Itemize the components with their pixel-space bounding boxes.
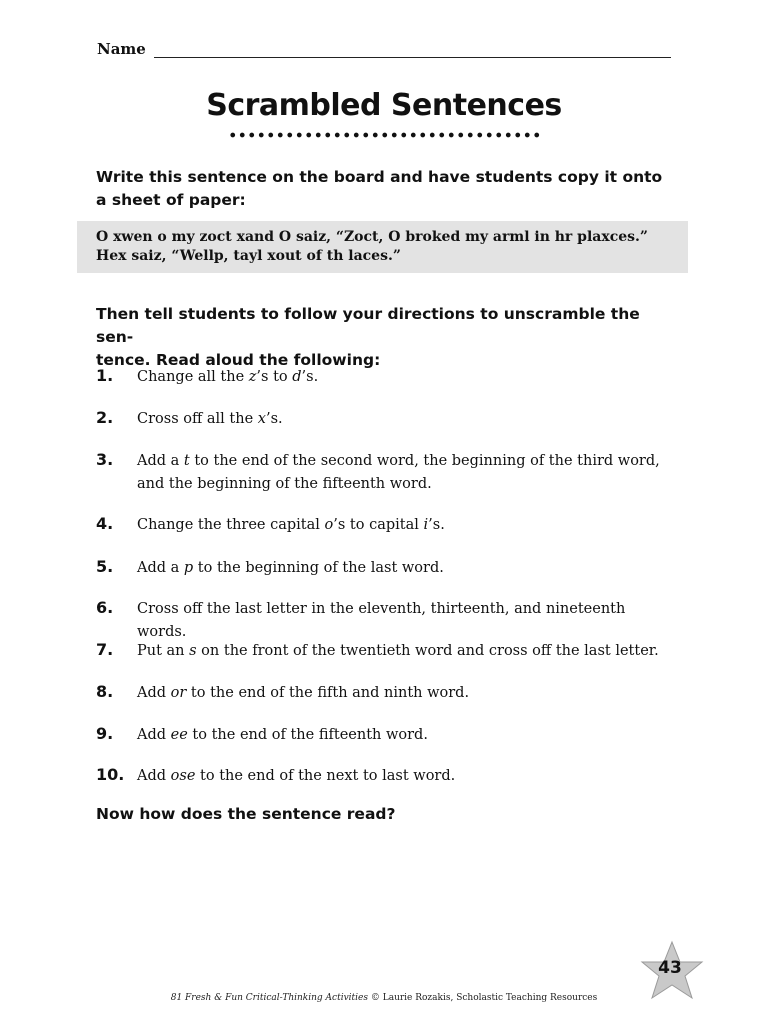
step-text-part: Add	[137, 768, 171, 784]
step-text-part: on the front of the twentieth word and cross off the last letter.	[196, 643, 659, 659]
step-number: 9.	[96, 724, 114, 743]
directions-line-1: Then tell students to follow your directions to unscramble the sen-	[96, 305, 640, 346]
step-text	[137, 557, 672, 580]
step-text	[137, 640, 672, 663]
step-text-part: ’s.	[265, 411, 283, 427]
step-text-part: to the end of the second word, the beginning of the third word, and the beginning of the fifteenth word.	[137, 453, 660, 492]
step-text-part: ’s to capital	[333, 517, 424, 533]
step-number: 4.	[96, 514, 114, 533]
step-text-part: to the beginning of the last word.	[193, 560, 444, 576]
step-text-part: Change the three capital	[137, 517, 325, 533]
scrambled-line-1: O xwen o my zoct xand O saiz, “Zoct, O broked my arml in hr plaxces.”	[96, 229, 648, 245]
directions-line-2: tence. Read aloud the following:	[96, 351, 381, 369]
step-text-part: Add	[137, 727, 171, 743]
step-text-part: Add a	[137, 453, 184, 469]
step-text	[137, 366, 672, 389]
step-italic-term: x	[257, 411, 266, 427]
step-text-part: Cross off the last letter in the eleventh, thirteenth, and nineteenth words.	[137, 601, 626, 640]
step-italic-term: ose	[170, 768, 196, 784]
intro-instruction: Write this sentence on the board and have students copy it onto a sheet of paper:	[96, 168, 663, 209]
scrambled-sentence	[96, 228, 686, 266]
step-text	[137, 598, 672, 644]
name-line[interactable]	[154, 43, 671, 58]
step-italic-term: z	[248, 369, 257, 385]
step-text-part: Change all the	[137, 369, 249, 385]
step-number: 1.	[96, 366, 114, 385]
step-text	[137, 765, 672, 788]
step-text	[137, 682, 672, 705]
step-number: 8.	[96, 682, 114, 701]
step-text-part: to the end of the fifth and ninth word.	[186, 685, 470, 701]
footer-credit-text: © Laurie Rozakis, Scholastic Teaching Resources	[368, 993, 598, 1003]
step-italic-term: or	[170, 685, 187, 701]
step-number: 7.	[96, 640, 114, 659]
closing-question: Now how does the sentence read?	[96, 805, 396, 823]
page-title: Scrambled Sentences	[206, 88, 562, 123]
name-row	[97, 40, 671, 58]
title-dotted-underline	[228, 131, 542, 139]
step-italic-term: ee	[170, 727, 188, 743]
step-text	[137, 514, 672, 537]
step-number: 5.	[96, 557, 114, 576]
step-text-part: ’s.	[301, 369, 319, 385]
name-label: Name	[97, 40, 146, 58]
page-number: 43	[658, 958, 682, 978]
footer-book-title: 81 Fresh & Fun Critical-Thinking Activities	[170, 993, 368, 1003]
step-text-part: Cross off all the	[137, 411, 258, 427]
step-number: 3.	[96, 450, 114, 469]
step-italic-term: t	[183, 453, 190, 469]
directions-text	[96, 303, 668, 372]
step-italic-term: p	[183, 560, 194, 576]
step-number: 10.	[96, 765, 125, 784]
step-text-part: ’s.	[428, 517, 445, 533]
step-text	[137, 724, 672, 747]
step-italic-term: d	[292, 369, 302, 385]
step-text-part: Add a	[137, 560, 184, 576]
step-italic-term: o	[324, 517, 334, 533]
step-text-part: Add	[137, 685, 171, 701]
step-italic-term: i	[423, 517, 429, 533]
step-italic-term: s	[189, 643, 197, 659]
step-number: 6.	[96, 598, 114, 617]
step-text	[137, 450, 672, 496]
step-number: 2.	[96, 408, 114, 427]
step-text-part: to the end of the fifteenth word.	[187, 727, 428, 743]
step-text-part: to the end of the next to last word.	[195, 768, 456, 784]
scrambled-line-2: Hex saiz, “Wellp, tayl xout of th laces.”	[96, 248, 401, 264]
step-text-part: ’s to	[256, 369, 293, 385]
step-text	[137, 408, 672, 431]
step-text-part: Put an	[137, 643, 190, 659]
